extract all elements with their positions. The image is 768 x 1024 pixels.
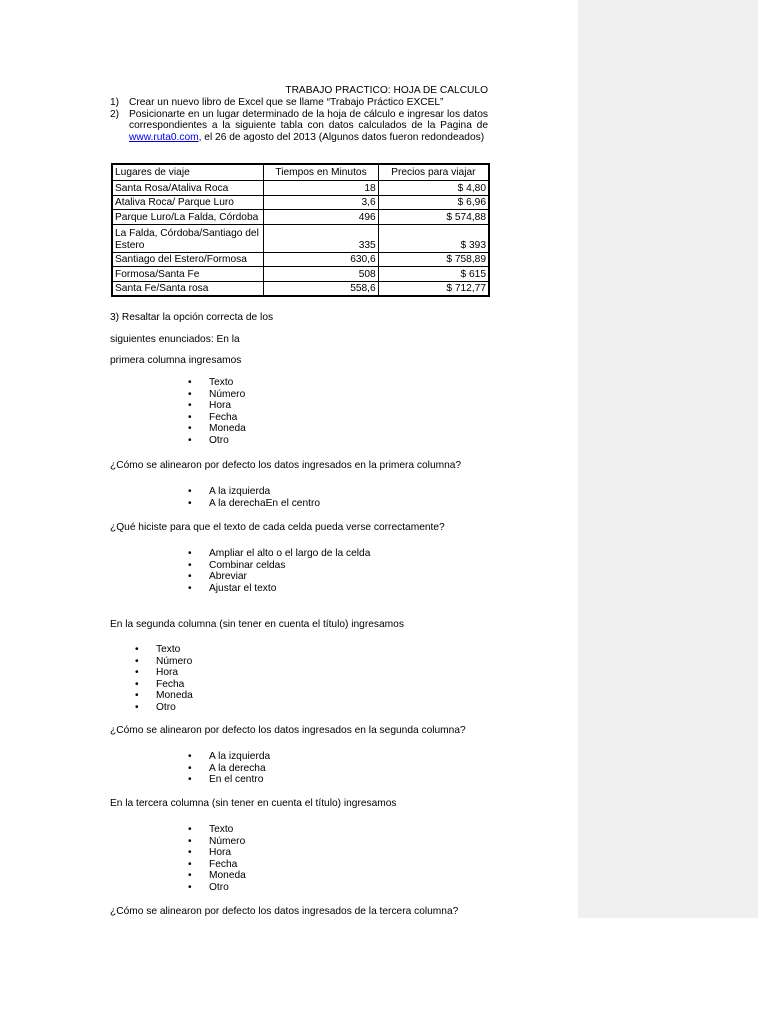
list-item: • Otro <box>156 702 193 714</box>
instructions <box>110 97 488 143</box>
list-item: • Combinar celdas <box>209 560 370 572</box>
table-cell: Formosa/Santa Fe <box>112 267 264 282</box>
table-row <box>112 195 489 210</box>
step-text-line: Posicionarte en un lugar determinado de la hoja de cálculo e ingresar los datos <box>129 108 488 120</box>
table-cell: Santa Rosa/Ataliva Roca <box>112 181 264 196</box>
table-cell: 18 <box>264 181 378 196</box>
ruta0-link[interactable]: www.ruta0.com <box>129 131 199 143</box>
document-title: TRABAJO PRACTICO: HOJA DE CALCULO <box>285 85 488 96</box>
list-item: • Texto <box>209 824 246 836</box>
list-item: • Hora <box>209 400 246 412</box>
step-1 <box>110 97 488 109</box>
table-row <box>112 210 489 225</box>
question-cell-text-visibility: ¿Qué hiciste para que el texto de cada celda pueda verse correctamente? <box>110 522 445 533</box>
table-cell: 508 <box>264 267 378 282</box>
table-row <box>112 252 489 267</box>
table-cell: 496 <box>264 210 378 225</box>
list-item: • Ampliar el alto o el largo de la celda <box>209 548 370 560</box>
table-cell: Santiago del Estero/Formosa <box>112 252 264 267</box>
table-cell: 630,6 <box>264 252 378 267</box>
table-cell: Ataliva Roca/ Parque Luro <box>112 195 264 210</box>
question-third-column: En la tercera columna (sin tener en cuenta el título) ingresamos <box>110 798 397 809</box>
list-item: • A la izquierda <box>209 751 270 763</box>
list-item: • Fecha <box>209 412 246 424</box>
question-second-column: En la segunda columna (sin tener en cuenta el título) ingresamos <box>110 619 404 630</box>
list-item: • Moneda <box>209 423 246 435</box>
column-header: Lugares de viaje <box>112 164 264 181</box>
second-column-alignment-options <box>209 751 270 786</box>
table-cell: $ 6,96 <box>378 195 489 210</box>
list-item: • Otro <box>209 882 246 894</box>
table-cell: $ 4,80 <box>378 181 489 196</box>
column-header: Precios para viajar <box>378 164 489 181</box>
list-item: • Hora <box>156 667 193 679</box>
table-cell: $ 615 <box>378 267 489 282</box>
question-first-column-alignment: ¿Cómo se alinearon por defecto los datos ingresados en la primera columna? <box>110 460 462 471</box>
list-item: • Fecha <box>209 859 246 871</box>
question-third-column-alignment: ¿Cómo se alinearon por defecto los datos ingresados de la tercera columna? <box>110 906 459 917</box>
list-item: • En el centro <box>209 774 270 786</box>
table-cell: $ 712,77 <box>378 281 489 296</box>
list-item: • Número <box>209 389 246 401</box>
step-number: 2) <box>110 108 120 120</box>
section-3-line: primera columna ingresamos <box>110 355 242 366</box>
table-header-row <box>112 164 489 181</box>
table-row <box>112 267 489 282</box>
step-text: Crear un nuevo libro de Excel que se llame “Trabajo Práctico EXCEL” <box>129 97 444 108</box>
table-cell: 335 <box>264 224 378 252</box>
section-3-line: siguientes enunciados: En la <box>110 334 240 345</box>
comment-margin-panel <box>578 0 758 918</box>
step-number: 1) <box>110 97 120 108</box>
table-cell: 558,6 <box>264 281 378 296</box>
table-row <box>112 181 489 196</box>
list-item: • Fecha <box>156 679 193 691</box>
question-second-column-alignment: ¿Cómo se alinearon por defecto los datos ingresados en la segunda columna? <box>110 725 466 736</box>
list-item: • A la izquierda <box>209 486 320 498</box>
column-header: Tiempos en Minutos <box>264 164 378 181</box>
first-column-options <box>209 377 246 446</box>
step-text-line: , el 26 de agosto del 2013 (Algunos datos fueron redondeados) <box>198 131 485 143</box>
section-3-line: 3) Resaltar la opción correcta de los <box>110 312 274 323</box>
table-row <box>112 224 489 252</box>
travel-data-table <box>111 163 490 297</box>
list-item: • Moneda <box>156 690 193 702</box>
list-item: • Otro <box>209 435 246 447</box>
list-item: • Moneda <box>209 870 246 882</box>
table-cell: $ 393 <box>378 224 489 252</box>
cell-text-options <box>209 548 370 594</box>
list-item: • Texto <box>156 644 193 656</box>
list-item: • A la derechaEn el centro <box>209 498 320 510</box>
list-item: • Abreviar <box>209 571 370 583</box>
step-text-line: correspondientes a la siguiente tabla con datos calculados de la Pagina de <box>129 120 488 132</box>
table-cell: 3,6 <box>264 195 378 210</box>
list-item: • Número <box>156 656 193 668</box>
table-cell: La Falda, Córdoba/Santiago del Estero <box>112 224 264 252</box>
table-cell: Santa Fe/Santa rosa <box>112 281 264 296</box>
step-2 <box>110 109 488 144</box>
list-item: • Número <box>209 836 246 848</box>
list-item: • Texto <box>209 377 246 389</box>
second-column-options <box>156 644 193 713</box>
table-cell: Parque Luro/La Falda, Córdoba <box>112 210 264 225</box>
table-cell: $ 574,88 <box>378 210 489 225</box>
third-column-options <box>209 824 246 893</box>
table-cell: $ 758,89 <box>378 252 489 267</box>
table-row <box>112 281 489 296</box>
first-column-alignment-options <box>209 486 320 509</box>
list-item: • A la derecha <box>209 763 270 775</box>
list-item: • Ajustar el texto <box>209 583 370 595</box>
list-item: • Hora <box>209 847 246 859</box>
